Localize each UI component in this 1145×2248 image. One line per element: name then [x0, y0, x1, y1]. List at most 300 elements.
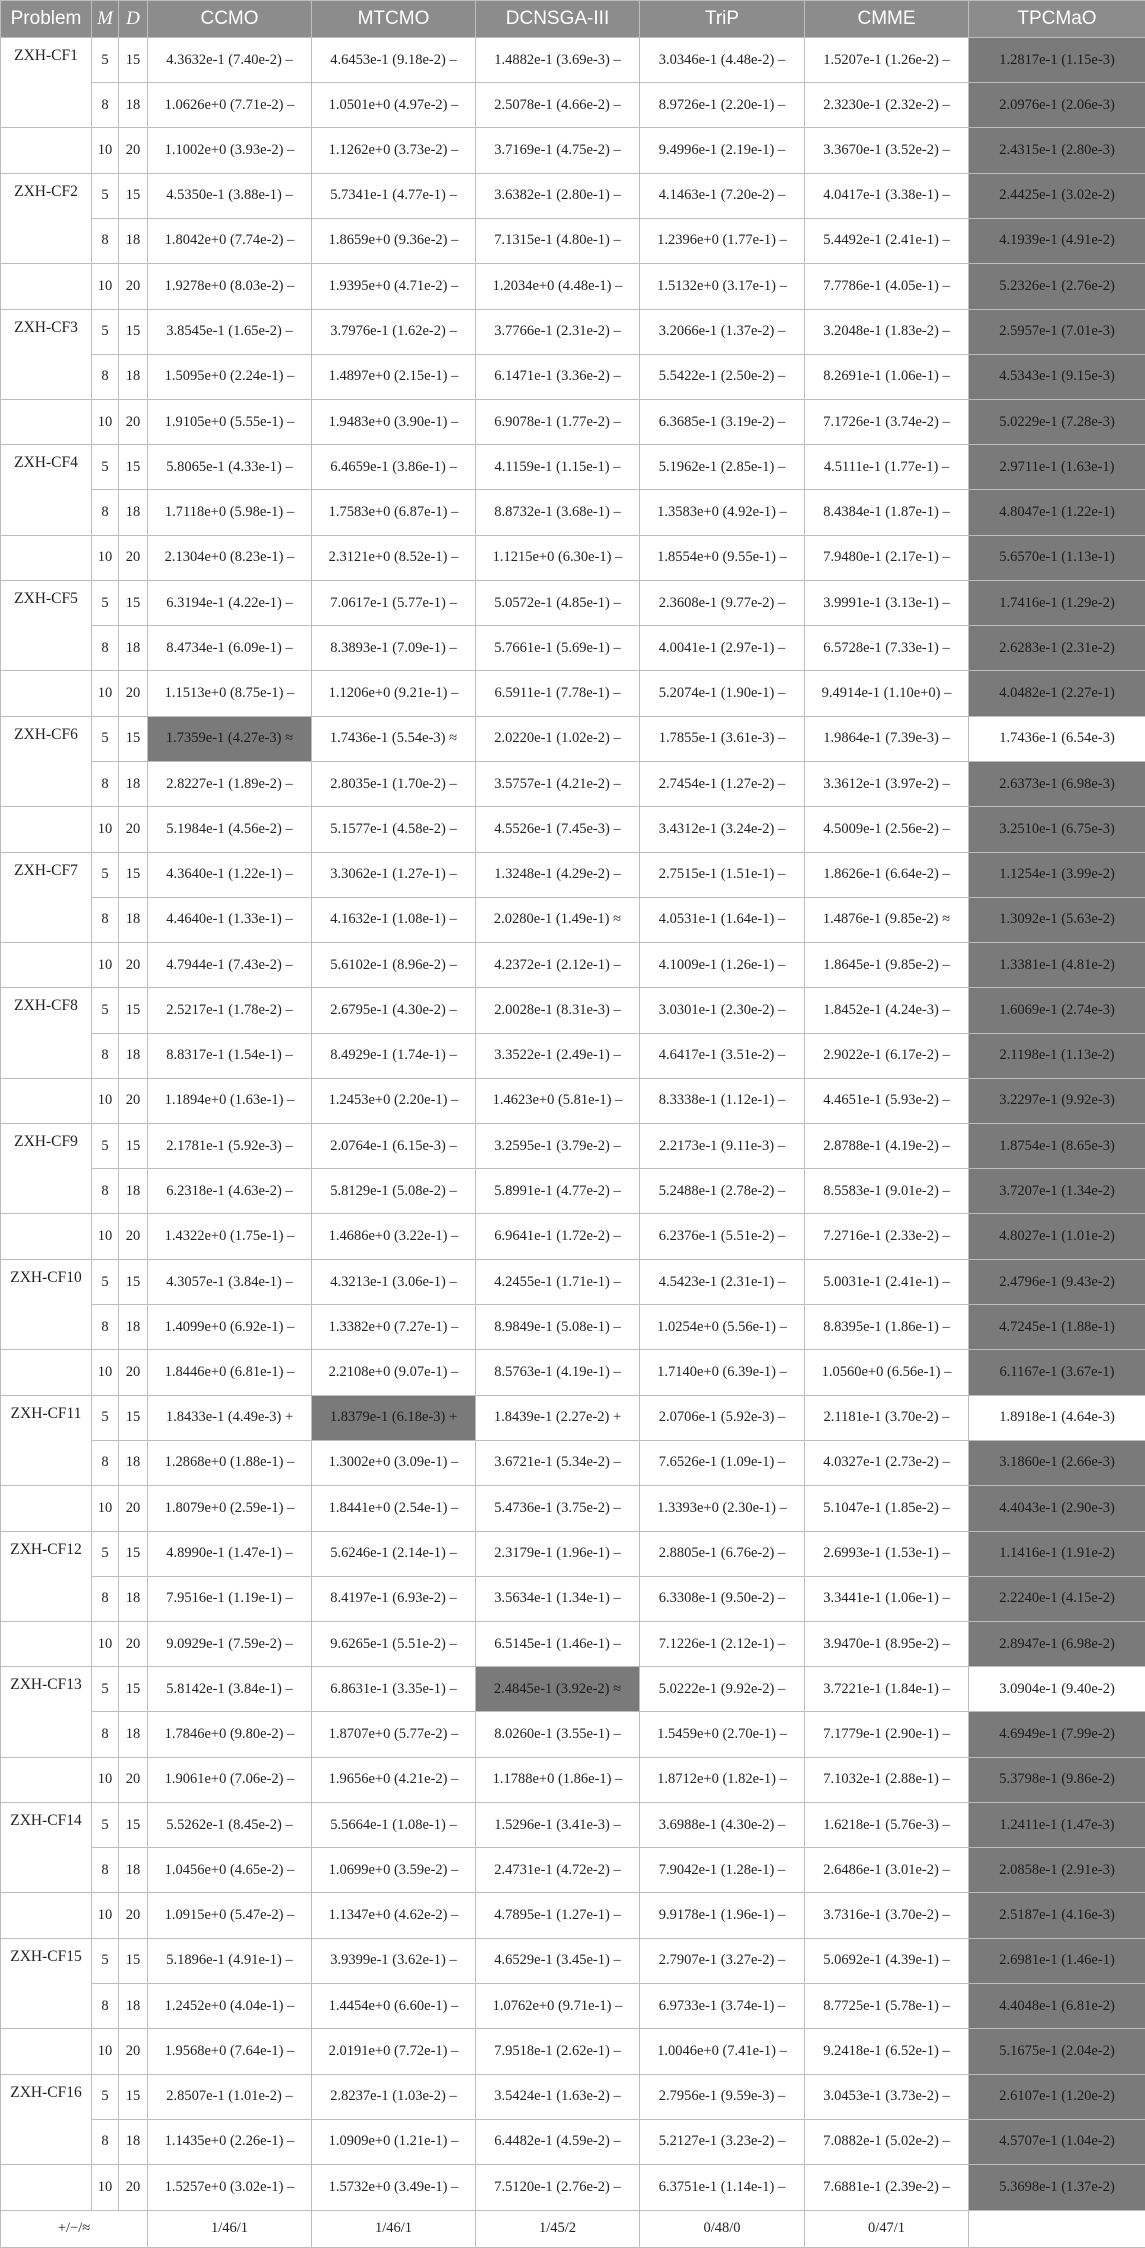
problem-cell — [1, 1033, 92, 1078]
result-cell: 3.8545e-1 (1.65e-2) – — [148, 309, 312, 354]
d-cell: 18 — [119, 1169, 148, 1214]
d-cell: 18 — [119, 1440, 148, 1485]
result-cell: 1.9864e-1 (7.39e-3) – — [805, 716, 969, 761]
result-cell: 1.1262e+0 (3.73e-2) – — [312, 128, 476, 174]
table-row — [1, 671, 1145, 717]
m-cell: 10 — [92, 942, 119, 988]
result-cell: 2.0220e-1 (1.02e-2) – — [476, 716, 640, 761]
result-cell: 5.2488e-1 (2.78e-2) – — [640, 1169, 805, 1214]
table-row — [1, 1712, 1145, 1757]
result-cell: 6.3308e-1 (9.50e-2) – — [640, 1576, 805, 1621]
result-cell: 1.5732e+0 (3.49e-1) – — [312, 2164, 476, 2210]
header-ccmo: CCMO — [148, 1, 312, 38]
table-row — [1, 1350, 1145, 1396]
problem-cell — [1, 2029, 92, 2075]
d-cell: 20 — [119, 399, 148, 445]
result-cell: 5.5664e-1 (1.08e-1) – — [312, 1803, 476, 1848]
result-cell: 8.8395e-1 (1.86e-1) – — [805, 1305, 969, 1350]
problem-cell: ZXH-CF7 — [1, 852, 92, 897]
result-cell: 2.6107e-1 (1.20e-2) — [969, 2074, 1145, 2119]
problem-cell — [1, 942, 92, 988]
m-cell: 8 — [92, 1169, 119, 1214]
result-cell: 3.7976e-1 (1.62e-2) – — [312, 309, 476, 354]
result-cell: 3.7766e-1 (2.31e-2) – — [476, 309, 640, 354]
result-cell: 4.5423e-1 (2.31e-1) – — [640, 1260, 805, 1305]
result-cell: 4.7895e-1 (1.27e-1) – — [476, 1893, 640, 1939]
result-cell: 9.0929e-1 (7.59e-2) – — [148, 1621, 312, 1667]
table-row — [1, 218, 1145, 263]
result-cell: 8.4929e-1 (1.74e-1) – — [312, 1033, 476, 1078]
result-cell: 4.6529e-1 (3.45e-1) – — [476, 1938, 640, 1983]
result-cell: 1.4686e+0 (3.22e-1) – — [312, 1214, 476, 1260]
problem-cell — [1, 263, 92, 309]
result-cell: 4.5707e-1 (1.04e-2) — [969, 2119, 1145, 2164]
result-cell: 1.9395e+0 (4.71e-2) – — [312, 263, 476, 309]
m-cell: 8 — [92, 762, 119, 807]
problem-cell — [1, 399, 92, 445]
result-cell: 8.5763e-1 (4.19e-1) – — [476, 1350, 640, 1396]
table-row — [1, 988, 1145, 1033]
m-cell: 10 — [92, 807, 119, 853]
result-cell: 1.6218e-1 (5.76e-3) – — [805, 1803, 969, 1848]
problem-cell — [1, 1893, 92, 1939]
result-cell: 6.4482e-1 (4.59e-2) – — [476, 2119, 640, 2164]
result-cell: 6.5728e-1 (7.33e-1) – — [805, 626, 969, 671]
result-cell: 8.3338e-1 (1.12e-1) – — [640, 1078, 805, 1124]
m-cell: 5 — [92, 1395, 119, 1440]
m-cell: 5 — [92, 1938, 119, 1983]
d-cell: 20 — [119, 128, 148, 174]
m-cell: 5 — [92, 716, 119, 761]
table-row — [1, 1984, 1145, 2029]
result-cell: 5.0222e-1 (9.92e-2) – — [640, 1667, 805, 1712]
m-cell: 10 — [92, 263, 119, 309]
d-cell: 18 — [119, 490, 148, 535]
summary-row — [1, 2210, 1145, 2247]
table-row — [1, 1576, 1145, 1621]
result-cell: 4.5009e-1 (2.56e-2) – — [805, 807, 969, 853]
d-cell: 15 — [119, 716, 148, 761]
table-row — [1, 354, 1145, 399]
result-cell: 1.3381e-1 (4.81e-2) — [969, 942, 1145, 988]
problem-cell — [1, 626, 92, 671]
result-cell: 2.3179e-1 (1.96e-1) – — [476, 1531, 640, 1576]
result-cell: 6.4659e-1 (3.86e-1) – — [312, 445, 476, 490]
m-cell: 5 — [92, 1667, 119, 1712]
table-row — [1, 83, 1145, 128]
result-cell: 4.3632e-1 (7.40e-2) – — [148, 38, 312, 83]
summary-mtcmo: 1/46/1 — [312, 2210, 476, 2247]
d-cell: 20 — [119, 1214, 148, 1260]
result-cell: 1.8918e-1 (4.64e-3) — [969, 1395, 1145, 1440]
result-cell: 5.1577e-1 (4.58e-2) – — [312, 807, 476, 853]
result-cell: 1.0456e+0 (4.65e-2) – — [148, 1848, 312, 1893]
table-row — [1, 1893, 1145, 1939]
table-body — [1, 38, 1145, 2211]
result-cell: 4.3213e-1 (3.06e-1) – — [312, 1260, 476, 1305]
result-cell: 5.7341e-1 (4.77e-1) – — [312, 173, 476, 218]
result-cell: 1.5257e+0 (3.02e-1) – — [148, 2164, 312, 2210]
result-cell: 2.1304e+0 (8.23e-1) – — [148, 535, 312, 581]
result-cell: 1.8645e-1 (9.85e-2) – — [805, 942, 969, 988]
d-cell: 20 — [119, 1621, 148, 1667]
table-row — [1, 1667, 1145, 1712]
result-cell: 1.7140e+0 (6.39e-1) – — [640, 1350, 805, 1396]
d-cell: 15 — [119, 1260, 148, 1305]
summary-ccmo: 1/46/1 — [148, 2210, 312, 2247]
m-cell: 8 — [92, 1984, 119, 2029]
result-cell: 3.2066e-1 (1.37e-2) – — [640, 309, 805, 354]
result-cell: 1.4882e-1 (3.69e-3) – — [476, 38, 640, 83]
result-cell: 5.8991e-1 (4.77e-2) – — [476, 1169, 640, 1214]
result-cell: 7.9480e-1 (2.17e-1) – — [805, 535, 969, 581]
result-cell: 5.8129e-1 (5.08e-2) – — [312, 1169, 476, 1214]
result-cell: 1.7118e+0 (5.98e-1) – — [148, 490, 312, 535]
table-row — [1, 1486, 1145, 1532]
table-row — [1, 1214, 1145, 1260]
d-cell: 15 — [119, 1803, 148, 1848]
table-row — [1, 897, 1145, 942]
result-cell: 4.6453e-1 (9.18e-2) – — [312, 38, 476, 83]
header-mtcmo: MTCMO — [312, 1, 476, 38]
d-cell: 20 — [119, 1757, 148, 1803]
result-cell: 2.7515e-1 (1.51e-1) – — [640, 852, 805, 897]
result-cell: 4.1939e-1 (4.91e-2) — [969, 218, 1145, 263]
m-cell: 10 — [92, 128, 119, 174]
m-cell: 10 — [92, 1078, 119, 1124]
result-cell: 7.7786e-1 (4.05e-1) – — [805, 263, 969, 309]
result-cell: 1.2034e+0 (4.48e-1) – — [476, 263, 640, 309]
result-cell: 8.4734e-1 (6.09e-1) – — [148, 626, 312, 671]
d-cell: 18 — [119, 1576, 148, 1621]
result-cell: 6.2376e-1 (5.51e-2) – — [640, 1214, 805, 1260]
result-cell: 5.7661e-1 (5.69e-1) – — [476, 626, 640, 671]
result-cell: 3.6382e-1 (2.80e-1) – — [476, 173, 640, 218]
problem-cell: ZXH-CF2 — [1, 173, 92, 218]
result-cell: 1.9105e+0 (5.55e-1) – — [148, 399, 312, 445]
d-cell: 18 — [119, 83, 148, 128]
result-cell: 5.6570e-1 (1.13e-1) — [969, 535, 1145, 581]
result-cell: 1.7846e+0 (9.80e-2) – — [148, 1712, 312, 1757]
result-cell: 2.0028e-1 (8.31e-3) – — [476, 988, 640, 1033]
result-cell: 2.8507e-1 (1.01e-2) – — [148, 2074, 312, 2119]
result-cell: 1.0254e+0 (5.56e-1) – — [640, 1305, 805, 1350]
result-cell: 8.8732e-1 (3.68e-1) – — [476, 490, 640, 535]
table-row — [1, 128, 1145, 174]
m-cell: 5 — [92, 1803, 119, 1848]
result-cell: 2.3121e+0 (8.52e-1) – — [312, 535, 476, 581]
m-cell: 8 — [92, 1712, 119, 1757]
result-cell: 3.5634e-1 (1.34e-1) – — [476, 1576, 640, 1621]
result-cell: 1.0762e+0 (9.71e-1) – — [476, 1984, 640, 2029]
d-cell: 20 — [119, 1486, 148, 1532]
table-row — [1, 490, 1145, 535]
result-cell: 2.8788e-1 (4.19e-2) – — [805, 1124, 969, 1169]
d-cell: 18 — [119, 626, 148, 671]
problem-cell: ZXH-CF15 — [1, 1938, 92, 1983]
problem-cell: ZXH-CF5 — [1, 581, 92, 626]
d-cell: 18 — [119, 1033, 148, 1078]
result-cell: 1.8433e-1 (4.49e-3) + — [148, 1395, 312, 1440]
result-cell: 7.9516e-1 (1.19e-1) – — [148, 1576, 312, 1621]
result-cell: 4.8047e-1 (1.22e-1) — [969, 490, 1145, 535]
m-cell: 8 — [92, 897, 119, 942]
problem-cell: ZXH-CF14 — [1, 1803, 92, 1848]
m-cell: 10 — [92, 1486, 119, 1532]
result-cell: 5.2127e-1 (3.23e-2) – — [640, 2119, 805, 2164]
result-cell: 2.4731e-1 (4.72e-2) – — [476, 1848, 640, 1893]
result-cell: 2.0976e-1 (2.06e-3) — [969, 83, 1145, 128]
problem-cell — [1, 807, 92, 853]
result-cell: 2.0764e-1 (6.15e-3) – — [312, 1124, 476, 1169]
d-cell: 20 — [119, 535, 148, 581]
result-cell: 5.3698e-1 (1.37e-2) — [969, 2164, 1145, 2210]
header-m: M — [92, 1, 119, 38]
result-cell: 4.7245e-1 (1.88e-1) — [969, 1305, 1145, 1350]
result-cell: 1.3393e+0 (2.30e-1) – — [640, 1486, 805, 1532]
result-cell: 3.3522e-1 (2.49e-1) – — [476, 1033, 640, 1078]
table-row — [1, 173, 1145, 218]
result-cell: 2.5187e-1 (4.16e-3) — [969, 1893, 1145, 1939]
result-cell: 1.1002e+0 (3.93e-2) – — [148, 128, 312, 174]
result-cell: 6.8631e-1 (3.35e-1) – — [312, 1667, 476, 1712]
result-cell: 5.1984e-1 (4.56e-2) – — [148, 807, 312, 853]
result-cell: 2.9711e-1 (1.63e-1) — [969, 445, 1145, 490]
m-cell: 8 — [92, 1440, 119, 1485]
result-cell: 4.4651e-1 (5.93e-2) – — [805, 1078, 969, 1124]
m-cell: 5 — [92, 309, 119, 354]
problem-cell — [1, 1621, 92, 1667]
result-cell: 1.8452e-1 (4.24e-3) – — [805, 988, 969, 1033]
result-cell: 4.0482e-1 (2.27e-1) — [969, 671, 1145, 717]
result-cell: 7.1226e-1 (2.12e-1) – — [640, 1621, 805, 1667]
m-cell: 5 — [92, 173, 119, 218]
result-cell: 2.8947e-1 (6.98e-2) — [969, 1621, 1145, 1667]
result-cell: 2.6993e-1 (1.53e-1) – — [805, 1531, 969, 1576]
result-cell: 2.8237e-1 (1.03e-2) – — [312, 2074, 476, 2119]
result-cell: 1.8079e+0 (2.59e-1) – — [148, 1486, 312, 1532]
table-row — [1, 1621, 1145, 1667]
d-cell: 20 — [119, 1350, 148, 1396]
result-cell: 1.1215e+0 (6.30e-1) – — [476, 535, 640, 581]
result-cell: 5.3798e-1 (9.86e-2) — [969, 1757, 1145, 1803]
result-cell: 1.2452e+0 (4.04e-1) – — [148, 1984, 312, 2029]
result-cell: 2.6795e-1 (4.30e-2) – — [312, 988, 476, 1033]
result-cell: 7.0617e-1 (5.77e-1) – — [312, 581, 476, 626]
d-cell: 15 — [119, 309, 148, 354]
result-cell: 2.0706e-1 (5.92e-3) – — [640, 1395, 805, 1440]
result-cell: 1.9656e+0 (4.21e-2) – — [312, 1757, 476, 1803]
result-cell: 1.9568e+0 (7.64e-1) – — [148, 2029, 312, 2075]
d-cell: 18 — [119, 1305, 148, 1350]
d-cell: 20 — [119, 263, 148, 309]
table-row — [1, 309, 1145, 354]
result-cell: 1.8626e-1 (6.64e-2) – — [805, 852, 969, 897]
m-cell: 10 — [92, 1893, 119, 1939]
table-row — [1, 1440, 1145, 1485]
result-cell: 1.8446e+0 (6.81e-1) – — [148, 1350, 312, 1396]
m-cell: 5 — [92, 1531, 119, 1576]
result-cell: 2.8805e-1 (6.76e-2) – — [640, 1531, 805, 1576]
table-row — [1, 1395, 1145, 1440]
result-cell: 5.0572e-1 (4.85e-1) – — [476, 581, 640, 626]
d-cell: 18 — [119, 2119, 148, 2164]
result-cell: 3.0453e-1 (3.73e-2) – — [805, 2074, 969, 2119]
d-cell: 20 — [119, 671, 148, 717]
result-cell: 4.4048e-1 (6.81e-2) — [969, 1984, 1145, 2029]
result-cell: 1.7436e-1 (6.54e-3) — [969, 716, 1145, 761]
result-cell: 4.2455e-1 (1.71e-1) – — [476, 1260, 640, 1305]
problem-cell — [1, 762, 92, 807]
result-cell: 2.1781e-1 (5.92e-3) – — [148, 1124, 312, 1169]
result-cell: 8.3893e-1 (7.09e-1) – — [312, 626, 476, 671]
table-row — [1, 716, 1145, 761]
result-cell: 4.5350e-1 (3.88e-1) – — [148, 173, 312, 218]
result-cell: 6.1167e-1 (3.67e-1) — [969, 1350, 1145, 1396]
m-cell: 10 — [92, 1757, 119, 1803]
result-cell: 6.3685e-1 (3.19e-2) – — [640, 399, 805, 445]
summary-dcnsga-iii: 1/45/2 — [476, 2210, 640, 2247]
table-row — [1, 762, 1145, 807]
result-cell: 1.6069e-1 (2.74e-3) — [969, 988, 1145, 1033]
result-cell: 1.8042e+0 (7.74e-2) – — [148, 218, 312, 263]
result-cell: 3.0301e-1 (2.30e-2) – — [640, 988, 805, 1033]
result-cell: 1.7436e-1 (5.54e-3) ≈ — [312, 716, 476, 761]
m-cell: 8 — [92, 626, 119, 671]
result-cell: 2.5217e-1 (1.78e-2) – — [148, 988, 312, 1033]
d-cell: 15 — [119, 1531, 148, 1576]
result-cell: 4.2372e-1 (2.12e-1) – — [476, 942, 640, 988]
result-cell: 2.2240e-1 (4.15e-2) — [969, 1576, 1145, 1621]
result-cell: 1.1788e+0 (1.86e-1) – — [476, 1757, 640, 1803]
result-cell: 1.4897e+0 (2.15e-1) – — [312, 354, 476, 399]
problem-cell — [1, 1486, 92, 1532]
m-cell: 8 — [92, 490, 119, 535]
result-cell: 1.0560e+0 (6.56e-1) – — [805, 1350, 969, 1396]
header-trip: TriP — [640, 1, 805, 38]
result-cell: 2.4796e-1 (9.43e-2) — [969, 1260, 1145, 1305]
result-cell: 3.4312e-1 (3.24e-2) – — [640, 807, 805, 853]
result-cell: 1.1416e-1 (1.91e-2) — [969, 1531, 1145, 1576]
result-cell: 3.7316e-1 (3.70e-2) – — [805, 1893, 969, 1939]
header-problem: Problem — [1, 1, 92, 38]
result-cell: 2.7907e-1 (3.27e-2) – — [640, 1938, 805, 1983]
result-cell: 4.6949e-1 (7.99e-2) — [969, 1712, 1145, 1757]
result-cell: 1.4623e+0 (5.81e-1) – — [476, 1078, 640, 1124]
result-cell: 2.4425e-1 (3.02e-2) — [969, 173, 1145, 218]
result-cell: 3.2510e-1 (6.75e-3) — [969, 807, 1145, 853]
summary-label: +/−/≈ — [1, 2210, 148, 2247]
result-cell: 1.2817e-1 (1.15e-3) — [969, 38, 1145, 83]
result-cell: 1.7855e-1 (3.61e-3) – — [640, 716, 805, 761]
m-cell: 5 — [92, 988, 119, 1033]
result-cell: 5.2074e-1 (1.90e-1) – — [640, 671, 805, 717]
result-cell: 4.5111e-1 (1.77e-1) – — [805, 445, 969, 490]
m-cell: 5 — [92, 445, 119, 490]
d-cell: 18 — [119, 218, 148, 263]
result-cell: 4.4640e-1 (1.33e-1) – — [148, 897, 312, 942]
m-cell: 5 — [92, 2074, 119, 2119]
result-cell: 3.0904e-1 (9.40e-2) — [969, 1667, 1145, 1712]
result-cell: 5.1047e-1 (1.85e-2) – — [805, 1486, 969, 1532]
result-cell: 2.7454e-1 (1.27e-2) – — [640, 762, 805, 807]
result-cell: 9.4996e-1 (2.19e-1) – — [640, 128, 805, 174]
result-cell: 1.3002e+0 (3.09e-1) – — [312, 1440, 476, 1485]
result-cell: 2.8227e-1 (1.89e-2) – — [148, 762, 312, 807]
header-dcnsga-iii: DCNSGA-III — [476, 1, 640, 38]
result-cell: 4.8990e-1 (1.47e-1) – — [148, 1531, 312, 1576]
header-tpcmao: TPCMaO — [969, 1, 1145, 38]
result-cell: 1.0915e+0 (5.47e-2) – — [148, 1893, 312, 1939]
result-cell: 3.6988e-1 (4.30e-2) – — [640, 1803, 805, 1848]
result-cell: 2.0858e-1 (2.91e-3) — [969, 1848, 1145, 1893]
problem-cell — [1, 1078, 92, 1124]
table-row — [1, 2119, 1145, 2164]
m-cell: 5 — [92, 852, 119, 897]
problem-cell — [1, 671, 92, 717]
result-cell: 8.2691e-1 (1.06e-1) – — [805, 354, 969, 399]
result-cell: 3.3441e-1 (1.06e-1) – — [805, 1576, 969, 1621]
result-cell: 2.1181e-1 (3.70e-2) – — [805, 1395, 969, 1440]
result-cell: 6.9733e-1 (3.74e-1) – — [640, 1984, 805, 2029]
result-cell: 5.6246e-1 (2.14e-1) – — [312, 1531, 476, 1576]
header-d: D — [119, 1, 148, 38]
table-row — [1, 1305, 1145, 1350]
result-cell: 6.5145e-1 (1.46e-1) – — [476, 1621, 640, 1667]
problem-cell — [1, 2119, 92, 2164]
result-cell: 2.9022e-1 (6.17e-2) – — [805, 1033, 969, 1078]
table-row — [1, 38, 1145, 83]
problem-cell: ZXH-CF1 — [1, 38, 92, 83]
m-cell: 10 — [92, 1621, 119, 1667]
result-cell: 6.9641e-1 (1.72e-2) – — [476, 1214, 640, 1260]
result-cell: 1.5132e+0 (3.17e-1) – — [640, 263, 805, 309]
problem-cell: ZXH-CF11 — [1, 1395, 92, 1440]
result-cell: 1.4322e+0 (1.75e-1) – — [148, 1214, 312, 1260]
result-cell: 2.3608e-1 (9.77e-2) – — [640, 581, 805, 626]
result-cell: 1.3248e-1 (4.29e-2) – — [476, 852, 640, 897]
result-cell: 3.3670e-1 (3.52e-2) – — [805, 128, 969, 174]
problem-cell — [1, 218, 92, 263]
d-cell: 20 — [119, 942, 148, 988]
result-cell: 4.6417e-1 (3.51e-2) – — [640, 1033, 805, 1078]
result-cell: 4.1632e-1 (1.08e-1) – — [312, 897, 476, 942]
problem-cell — [1, 1305, 92, 1350]
result-cell: 7.6526e-1 (1.09e-1) – — [640, 1440, 805, 1485]
result-cell: 1.7359e-1 (4.27e-3) ≈ — [148, 716, 312, 761]
m-cell: 5 — [92, 1260, 119, 1305]
header-row — [1, 1, 1145, 38]
result-cell: 7.0882e-1 (5.02e-2) – — [805, 2119, 969, 2164]
result-cell: 2.7956e-1 (9.59e-3) – — [640, 2074, 805, 2119]
problem-cell — [1, 354, 92, 399]
m-cell: 5 — [92, 38, 119, 83]
result-cell: 1.7583e+0 (6.87e-1) – — [312, 490, 476, 535]
m-cell: 10 — [92, 1214, 119, 1260]
problem-cell — [1, 1984, 92, 2029]
problem-cell: ZXH-CF16 — [1, 2074, 92, 2119]
result-cell: 2.5078e-1 (4.66e-2) – — [476, 83, 640, 128]
result-cell: 2.8035e-1 (1.70e-2) – — [312, 762, 476, 807]
result-cell: 6.1471e-1 (3.36e-2) – — [476, 354, 640, 399]
table-row — [1, 1803, 1145, 1848]
result-cell: 1.8441e+0 (2.54e-1) – — [312, 1486, 476, 1532]
result-cell: 1.8554e+0 (9.55e-1) – — [640, 535, 805, 581]
result-cell: 3.5424e-1 (1.63e-2) – — [476, 2074, 640, 2119]
result-cell: 1.9278e+0 (8.03e-2) – — [148, 263, 312, 309]
result-cell: 4.0531e-1 (1.64e-1) – — [640, 897, 805, 942]
result-cell: 1.0626e+0 (7.71e-2) – — [148, 83, 312, 128]
